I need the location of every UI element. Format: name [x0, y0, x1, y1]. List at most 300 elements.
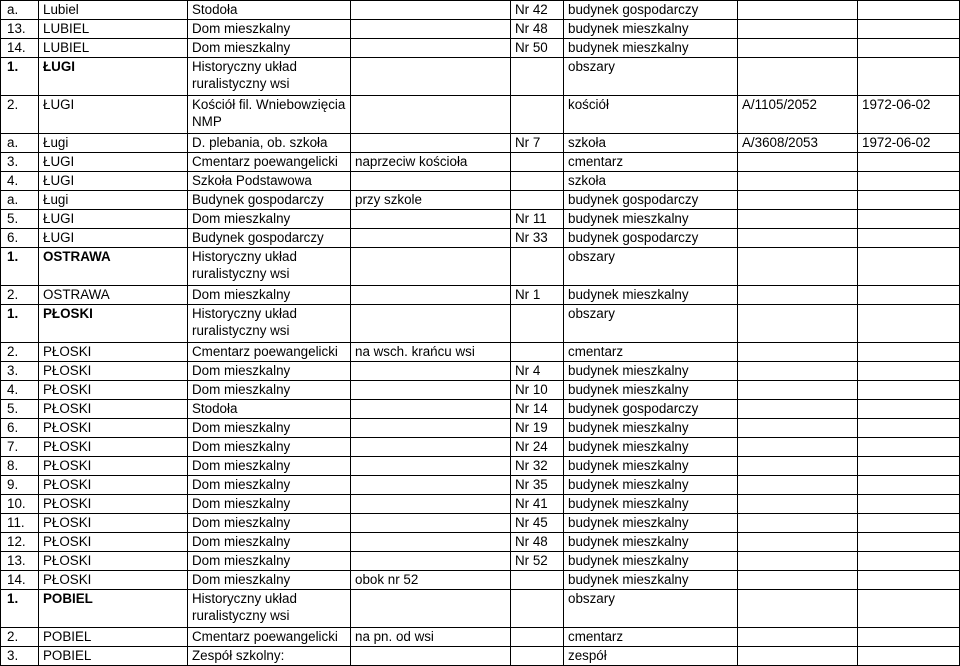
cell-number-text: 1.: [7, 59, 19, 74]
cell-object-text: Historyczny układ: [192, 591, 297, 606]
cell-address-text: Nr 14: [515, 401, 548, 416]
cell-date: [858, 286, 960, 305]
table-row: [1, 533, 960, 552]
cell-object: [188, 438, 351, 457]
cell-location: [351, 476, 511, 495]
cell-number: [1, 210, 39, 229]
cell-register-no: [738, 248, 858, 286]
cell-object-text: Cmentarz poewangelicki: [192, 154, 338, 169]
cell-location: [351, 153, 511, 172]
table-row: [1, 628, 960, 647]
cell-address-text: Nr 4: [515, 363, 541, 378]
cell-locality: [39, 39, 188, 58]
cell-number: [1, 628, 39, 647]
cell-locality: [39, 533, 188, 552]
cell-locality: [39, 172, 188, 191]
cell-type-text: budynek gospodarczy: [568, 401, 699, 416]
table-row: [1, 476, 960, 495]
cell-date: [858, 362, 960, 381]
cell-date: [858, 305, 960, 343]
cell-date-text: 1972-06-02: [862, 135, 931, 150]
cell-date: [858, 647, 960, 666]
cell-address-text: Nr 1: [515, 287, 541, 302]
cell-object: [188, 571, 351, 590]
cell-locality: [39, 419, 188, 438]
cell-address-text: Nr 52: [515, 553, 548, 568]
cell-number: [1, 58, 39, 96]
cell-location: [351, 96, 511, 134]
cell-type-text: obszary: [568, 249, 615, 264]
cell-locality: [39, 248, 188, 286]
cell-locality: [39, 362, 188, 381]
cell-location: [351, 1, 511, 20]
cell-address-text: Nr 33: [515, 230, 548, 245]
cell-address-text: Nr 48: [515, 534, 548, 549]
cell-number: [1, 1, 39, 20]
cell-object-text: Historyczny układ: [192, 249, 297, 264]
cell-object: [188, 514, 351, 533]
cell-type-text: budynek gospodarczy: [568, 2, 699, 17]
cell-register-no: [738, 628, 858, 647]
cell-number: [1, 400, 39, 419]
cell-register-no-text: A/1105/2052: [742, 97, 817, 112]
cell-date: [858, 39, 960, 58]
cell-date: [858, 1, 960, 20]
cell-number-text: 14.: [7, 572, 26, 587]
cell-number: [1, 476, 39, 495]
cell-object-text: Cmentarz poewangelicki: [192, 629, 338, 644]
cell-address-text: Nr 19: [515, 420, 548, 435]
table-row: [1, 343, 960, 362]
cell-register-no: [738, 20, 858, 39]
cell-locality: [39, 552, 188, 571]
cell-object: [188, 552, 351, 571]
cell-locality-text: Ługi: [43, 135, 69, 150]
cell-number: [1, 647, 39, 666]
cell-address: [511, 20, 564, 39]
cell-type-text: budynek mieszkalny: [568, 420, 689, 435]
cell-number-text: 10.: [7, 496, 26, 511]
cell-locality-text: POBIEL: [43, 591, 93, 606]
cell-locality: [39, 476, 188, 495]
cell-type-text: budynek mieszkalny: [568, 40, 689, 55]
cell-number: [1, 172, 39, 191]
cell-address: [511, 210, 564, 229]
cell-number-text: a.: [7, 192, 19, 207]
cell-date: [858, 476, 960, 495]
cell-number: [1, 39, 39, 58]
cell-number-text: 9.: [7, 477, 19, 492]
cell-location: [351, 647, 511, 666]
cell-type: [564, 1, 738, 20]
table-row: [1, 20, 960, 39]
cell-locality-text: Ługi: [43, 192, 69, 207]
cell-address: [511, 58, 564, 96]
table-row: [1, 419, 960, 438]
cell-locality: [39, 305, 188, 343]
cell-locality: [39, 628, 188, 647]
cell-locality-text: PŁOSKI: [43, 515, 92, 530]
cell-object: [188, 305, 351, 343]
cell-number: [1, 248, 39, 286]
cell-address: [511, 514, 564, 533]
cell-locality-text: PŁOSKI: [43, 363, 92, 378]
cell-object-text: Dom mieszkalny: [192, 211, 291, 226]
cell-type-text: budynek mieszkalny: [568, 515, 689, 530]
cell-location: [351, 172, 511, 191]
cell-register-no: [738, 1, 858, 20]
cell-date: [858, 590, 960, 628]
cell-locality: [39, 457, 188, 476]
cell-location-text: przy szkole: [355, 192, 422, 207]
cell-register-no: [738, 229, 858, 248]
cell-type: [564, 343, 738, 362]
cell-locality: [39, 58, 188, 96]
cell-address: [511, 571, 564, 590]
cell-object: [188, 58, 351, 96]
cell-address: [511, 248, 564, 286]
cell-location: [351, 495, 511, 514]
cell-locality-text: PŁOSKI: [43, 344, 92, 359]
cell-location: [351, 305, 511, 343]
cell-location: [351, 533, 511, 552]
cell-type-text: budynek gospodarczy: [568, 230, 699, 245]
cell-address: [511, 134, 564, 153]
cell-location-text: naprzeciw kościoła: [355, 154, 468, 169]
cell-register-no: [738, 39, 858, 58]
table-row: [1, 305, 960, 343]
cell-date: [858, 571, 960, 590]
cell-address: [511, 96, 564, 134]
cell-number: [1, 438, 39, 457]
cell-date: [858, 628, 960, 647]
cell-type: [564, 172, 738, 191]
cell-locality-text: ŁUGI: [43, 97, 75, 112]
cell-type-text: cmentarz: [568, 629, 624, 644]
cell-date: [858, 229, 960, 248]
cell-type: [564, 96, 738, 134]
cell-object: [188, 495, 351, 514]
cell-location: [351, 552, 511, 571]
cell-locality-text: PŁOSKI: [43, 382, 92, 397]
table-row: [1, 514, 960, 533]
cell-locality-text: PŁOSKI: [43, 458, 92, 473]
cell-location: [351, 343, 511, 362]
cell-locality: [39, 590, 188, 628]
cell-address: [511, 400, 564, 419]
table-row: [1, 39, 960, 58]
cell-address: [511, 552, 564, 571]
cell-object: [188, 134, 351, 153]
cell-address: [511, 476, 564, 495]
cell-object: [188, 210, 351, 229]
cell-locality: [39, 438, 188, 457]
cell-address: [511, 495, 564, 514]
table-row: [1, 495, 960, 514]
cell-object-text: Dom mieszkalny: [192, 287, 291, 302]
cell-locality: [39, 229, 188, 248]
cell-object-text: Dom mieszkalny: [192, 420, 291, 435]
cell-number: [1, 362, 39, 381]
cell-type-text: budynek mieszkalny: [568, 382, 689, 397]
cell-type-text: cmentarz: [568, 154, 624, 169]
cell-address: [511, 438, 564, 457]
cell-type: [564, 476, 738, 495]
cell-register-no: [738, 419, 858, 438]
table-row: [1, 381, 960, 400]
cell-number-text: 1.: [7, 249, 19, 264]
cell-address: [511, 381, 564, 400]
cell-address: [511, 647, 564, 666]
cell-type: [564, 305, 738, 343]
cell-object-line2: ruralistyczny wsi: [192, 608, 290, 623]
cell-type-text: budynek mieszkalny: [568, 439, 689, 454]
cell-object: [188, 381, 351, 400]
cell-number: [1, 571, 39, 590]
cell-locality-text: PŁOSKI: [43, 534, 92, 549]
cell-number-text: 2.: [7, 344, 19, 359]
cell-date: [858, 172, 960, 191]
cell-date: [858, 58, 960, 96]
cell-address: [511, 305, 564, 343]
cell-location: [351, 362, 511, 381]
cell-address: [511, 153, 564, 172]
cell-type: [564, 457, 738, 476]
cell-locality-text: OSTRAWA: [43, 287, 110, 302]
cell-register-no: [738, 153, 858, 172]
cell-object: [188, 419, 351, 438]
cell-type-text: budynek mieszkalny: [568, 21, 689, 36]
cell-locality-text: PŁOSKI: [43, 401, 92, 416]
cell-address-text: Nr 10: [515, 382, 548, 397]
cell-type-text: budynek mieszkalny: [568, 572, 689, 587]
cell-object: [188, 172, 351, 191]
cell-number: [1, 229, 39, 248]
cell-register-no: [738, 495, 858, 514]
cell-number: [1, 20, 39, 39]
cell-object: [188, 96, 351, 134]
table-row: [1, 590, 960, 628]
cell-number: [1, 96, 39, 134]
cell-address: [511, 229, 564, 248]
cell-type-text: obszary: [568, 306, 615, 321]
cell-number-text: 2.: [7, 629, 19, 644]
cell-object: [188, 343, 351, 362]
cell-object: [188, 20, 351, 39]
cell-object-text: Dom mieszkalny: [192, 534, 291, 549]
cell-locality-text: POBIEL: [43, 648, 92, 663]
cell-locality-text: LUBIEL: [43, 21, 90, 36]
cell-register-no: [738, 343, 858, 362]
cell-object: [188, 476, 351, 495]
cell-type-text: obszary: [568, 59, 615, 74]
cell-locality: [39, 286, 188, 305]
cell-locality-text: ŁUGI: [43, 173, 75, 188]
cell-locality: [39, 191, 188, 210]
cell-locality: [39, 571, 188, 590]
cell-date: [858, 495, 960, 514]
cell-location: [351, 381, 511, 400]
cell-address-text: Nr 24: [515, 439, 548, 454]
cell-address-text: Nr 41: [515, 496, 548, 511]
cell-date: [858, 343, 960, 362]
cell-date: [858, 419, 960, 438]
cell-location-text: obok nr 52: [355, 572, 419, 587]
cell-type: [564, 20, 738, 39]
table-row: [1, 96, 960, 134]
cell-location: [351, 248, 511, 286]
cell-number-text: 1.: [7, 591, 19, 606]
cell-type-text: zespół: [568, 648, 607, 663]
cell-object-text: Zespół szkolny:: [192, 648, 285, 663]
cell-type: [564, 571, 738, 590]
cell-locality-text: ŁUGI: [43, 154, 75, 169]
cell-type-text: budynek mieszkalny: [568, 477, 689, 492]
table-row: [1, 286, 960, 305]
cell-register-no: [738, 571, 858, 590]
cell-object: [188, 286, 351, 305]
cell-number-text: 3.: [7, 648, 19, 663]
table-body: [1, 1, 960, 666]
table-row: [1, 1, 960, 20]
cell-register-no: [738, 514, 858, 533]
cell-type: [564, 590, 738, 628]
cell-address: [511, 533, 564, 552]
cell-number-text: 1.: [7, 306, 19, 321]
cell-type: [564, 495, 738, 514]
cell-locality: [39, 134, 188, 153]
cell-type-text: kościół: [568, 97, 609, 112]
cell-locality: [39, 495, 188, 514]
cell-address-text: Nr 7: [515, 135, 541, 150]
cell-address: [511, 172, 564, 191]
cell-number-text: 7.: [7, 439, 19, 454]
cell-location: [351, 590, 511, 628]
cell-object-line2: ruralistyczny wsi: [192, 323, 290, 338]
cell-date: [858, 96, 960, 134]
cell-location: [351, 191, 511, 210]
cell-date: [858, 191, 960, 210]
cell-address-text: Nr 32: [515, 458, 548, 473]
cell-object: [188, 457, 351, 476]
cell-address-text: Nr 48: [515, 21, 548, 36]
cell-object-text: Szkoła Podstawowa: [192, 173, 312, 188]
cell-object-text: Budynek gospodarczy: [192, 230, 324, 245]
cell-date: [858, 533, 960, 552]
cell-locality-text: ŁUGI: [43, 211, 75, 226]
cell-type: [564, 514, 738, 533]
table-row: [1, 248, 960, 286]
cell-object: [188, 248, 351, 286]
cell-locality-text: LUBIEL: [43, 40, 90, 55]
cell-location: [351, 514, 511, 533]
cell-date: [858, 552, 960, 571]
cell-number-text: 2.: [7, 287, 19, 302]
cell-type-text: budynek mieszkalny: [568, 534, 689, 549]
cell-address-text: Nr 45: [515, 515, 548, 530]
cell-number-text: 4.: [7, 382, 19, 397]
cell-number-text: 6.: [7, 230, 19, 245]
cell-locality: [39, 20, 188, 39]
cell-number: [1, 343, 39, 362]
cell-register-no: [738, 647, 858, 666]
table-row: [1, 552, 960, 571]
cell-number-text: 13.: [7, 553, 26, 568]
cell-date: [858, 153, 960, 172]
cell-location: [351, 134, 511, 153]
cell-location: [351, 286, 511, 305]
cell-type: [564, 628, 738, 647]
cell-object-text: D. plebania, ob. szkoła: [192, 135, 328, 150]
cell-address-text: Nr 50: [515, 40, 548, 55]
cell-type-text: budynek mieszkalny: [568, 287, 689, 302]
cell-register-no: [738, 552, 858, 571]
cell-address: [511, 343, 564, 362]
cell-object-text: Historyczny układ: [192, 306, 297, 321]
cell-locality: [39, 210, 188, 229]
cell-number-text: 14.: [7, 40, 26, 55]
cell-object-text: Dom mieszkalny: [192, 382, 291, 397]
cell-number-text: 11.: [7, 515, 25, 530]
cell-address: [511, 191, 564, 210]
cell-number-text: 5.: [7, 401, 19, 416]
cell-object: [188, 362, 351, 381]
cell-locality-text: PŁOSKI: [43, 420, 92, 435]
cell-number: [1, 419, 39, 438]
cell-address: [511, 590, 564, 628]
table-row: [1, 400, 960, 419]
cell-register-no: [738, 381, 858, 400]
cell-date: [858, 381, 960, 400]
cell-date-text: 1972-06-02: [862, 97, 931, 112]
cell-address: [511, 39, 564, 58]
cell-object: [188, 229, 351, 248]
cell-number-text: 2.: [7, 97, 19, 112]
cell-type: [564, 438, 738, 457]
cell-locality: [39, 647, 188, 666]
cell-number: [1, 457, 39, 476]
cell-address: [511, 1, 564, 20]
cell-address-text: Nr 42: [515, 2, 548, 17]
cell-locality-text: POBIEL: [43, 629, 92, 644]
cell-number: [1, 533, 39, 552]
cell-register-no-text: A/3608/2053: [742, 135, 818, 150]
cell-date: [858, 248, 960, 286]
cell-address: [511, 419, 564, 438]
cell-register-no: [738, 305, 858, 343]
cell-object: [188, 590, 351, 628]
cell-locality-text: PŁOSKI: [43, 496, 92, 511]
cell-date: [858, 20, 960, 39]
cell-type: [564, 134, 738, 153]
cell-date: [858, 514, 960, 533]
cell-location: [351, 58, 511, 96]
cell-object: [188, 647, 351, 666]
cell-type: [564, 419, 738, 438]
table-row: [1, 362, 960, 381]
table-row: [1, 134, 960, 153]
table-row: [1, 457, 960, 476]
table-row: [1, 172, 960, 191]
cell-locality: [39, 381, 188, 400]
cell-register-no: [738, 210, 858, 229]
cell-register-no: [738, 438, 858, 457]
cell-number-text: 8.: [7, 458, 19, 473]
cell-number-text: 12.: [7, 534, 26, 549]
cell-number: [1, 286, 39, 305]
cell-type-text: budynek mieszkalny: [568, 211, 689, 226]
cell-locality-text: ŁUGI: [43, 230, 75, 245]
